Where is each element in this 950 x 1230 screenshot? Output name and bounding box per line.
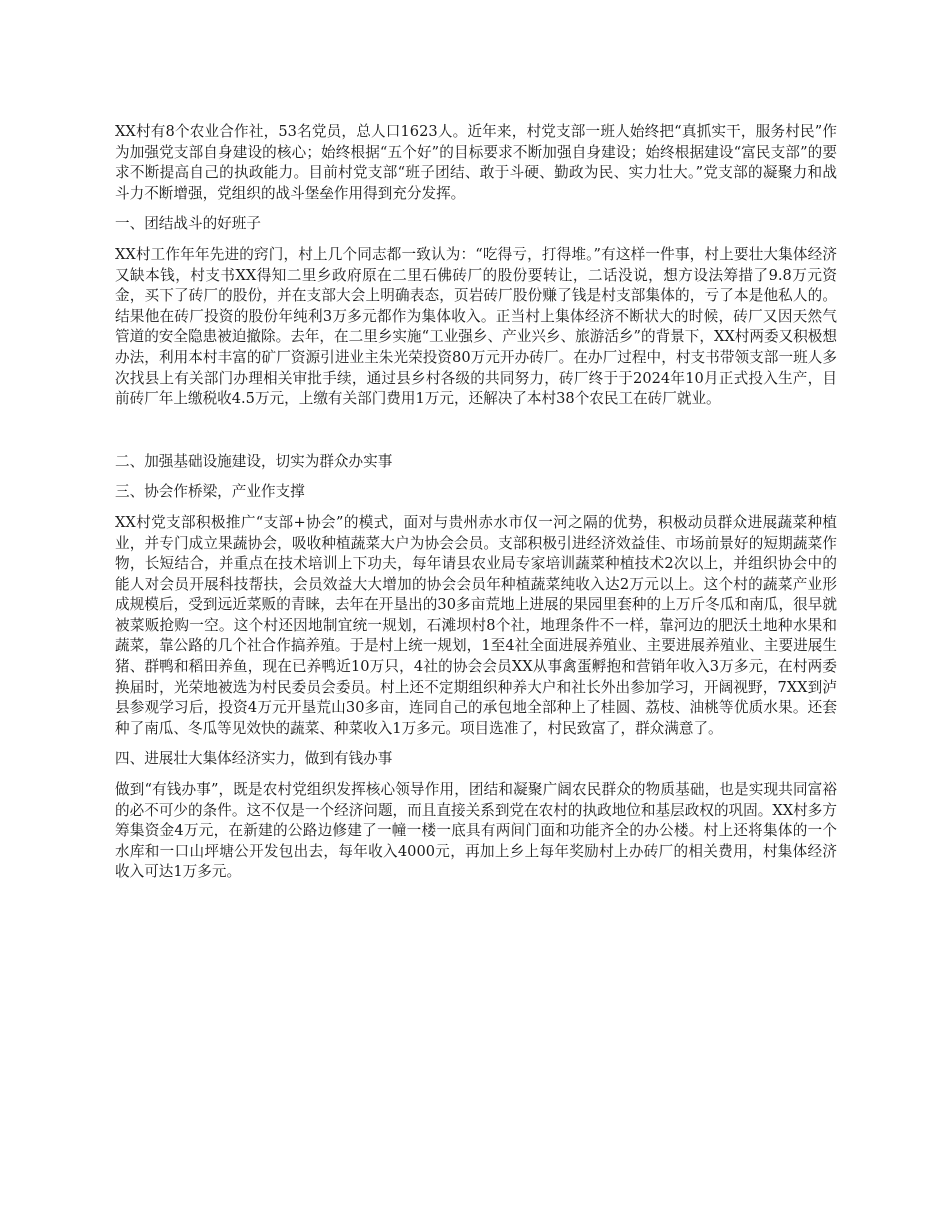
section-3-heading: 三、协会作桥梁，产业作支撑 [115, 483, 305, 501]
section-1-heading: 一、团结战斗的好班子 [115, 215, 261, 233]
section-1-paragraph: XX村工作年年先进的窍门，村上几个同志都一致认为：“吃得亏，打得堆。”有这样一件事，村上要壮大集体经济又缺本钱，村支书XX得知二里乡政府原在二里石佛砖厂的股份要转让，二话没说，想方设法筹措了9.8万元资金，买下了砖厂的股份，并在支部大会上明确表态，页岩砖厂股份赚了钱是村支部集体的，亏了本是他私人的。结果他在砖厂投资的股份年纯利3万多元都作为集体收入。正当村上集体经济不断状大的时候，砖厂又因天然气管道的安全隐患被迫撤除。去年，在二里乡实施“工业强乡、产业兴乡、旅游活乡”的背景下，XX村两委又积极想办法，利用本村丰富的矿厂资源引进业主朱光荣投资80万元开办砖厂。在办厂过程中，村支书带领支部一班人多次找县上有关部门办理相关审批手续，通过县乡村各级的共同努力，砖厂终于于2024年10月正式投入生产，目前砖厂年上缴税收4.5万元，上缴有关部门费用1万元，还解决了本村38个农民工在砖厂就业。 [115, 245, 837, 408]
section-4-paragraph: 做到“有钱办事”，既是农村党组织发挥核心领导作用，团结和凝聚广阔农民群众的物质基础，也是实现共同富裕的必不可少的条件。这不仅是一个经济问题，而且直接关系到党在农村的执政地位和基层政权的巩固。XX村多方筹集资金4万元，在新建的公路边修建了一幢一楼一底具有两间门面和功能齐全的办公楼。村上还将集体的一个水库和一口山坪塘公开发包出去，每年收入4000元，再加上乡上每年奖励村上办砖厂的相关费用，村集体经济收入可达1万多元。 [115, 781, 837, 881]
document-page [115, 122, 837, 893]
section-3-paragraph: XX村党支部积极推广“支部+协会”的模式，面对与贵州赤水市仅一河之隔的优势，积极动员群众进展蔬菜种植业，并专门成立果蔬协会，吸收种植蔬菜大户为协会会员。支部积极引进经济效益佳、市场前景好的短期蔬菜作物，长短结合，并重点在技术培训上下功夫，每年请县农业局专家培训蔬菜种植技术2次以上，并组织协会中的能人对会员开展科技帮扶，会员效益大大增加的协会会员年种植蔬菜纯收入达2万元以上。这个村的蔬菜产业形成规模后，受到远近菜贩的青睐，去年在开垦出的30多亩荒地上进展的果园里套种的上万斤冬瓜和南瓜，很早就被菜贩抢购一空。这个村还因地制宜统一规划，石滩坝村8个社，地理条件不一样，靠河边的肥沃土地种水果和蔬菜，靠公路的几个社合作搞养殖。于是村上统一规划，1至4社全面进展养殖业、主要进展养殖业、主要进展生猪、群鸭和稻田养鱼，现在已养鸭近10万只，4社的协会会员XX从事禽蛋孵抱和营销年收入3万多元，在村两委换届时，光荣地被选为村民委员会委员。村上还不定期组织种养大户和社长外出参加学习，开阔视野，7XX到泸县参观学习后，投资4万元开垦荒山30多亩，连同自己的承包地全部种上了桂圆、荔枝、油桃等优质水果。还套种了南瓜、冬瓜等见效快的蔬菜、种菜收入1万多元。项目选准了，村民致富了，群众满意了。 [115, 513, 837, 737]
intro-paragraph: XX村有8个农业合作社，53名党员，总人口1623人。近年来，村党支部一班人始终把“真抓实干，服务村民”作为加强党支部自身建设的核心；始终根据“五个好”的目标要求不断加强自身建设；始终根据建设“富民支部”的要求不断提高自己的执政能力。目前村党支部“班子团结、敢于斗硬、勤政为民、实力壮大。”党支部的凝聚力和战斗力不断增强，党组织的战斗堡垒作用得到充分发挥。 [115, 123, 837, 202]
blank-space [115, 420, 837, 452]
section-4-heading: 四、进展壮大集体经济实力，做到有钱办事 [115, 750, 393, 768]
section-2-heading: 二、加强基础设施建设，切实为群众办实事 [115, 452, 393, 470]
